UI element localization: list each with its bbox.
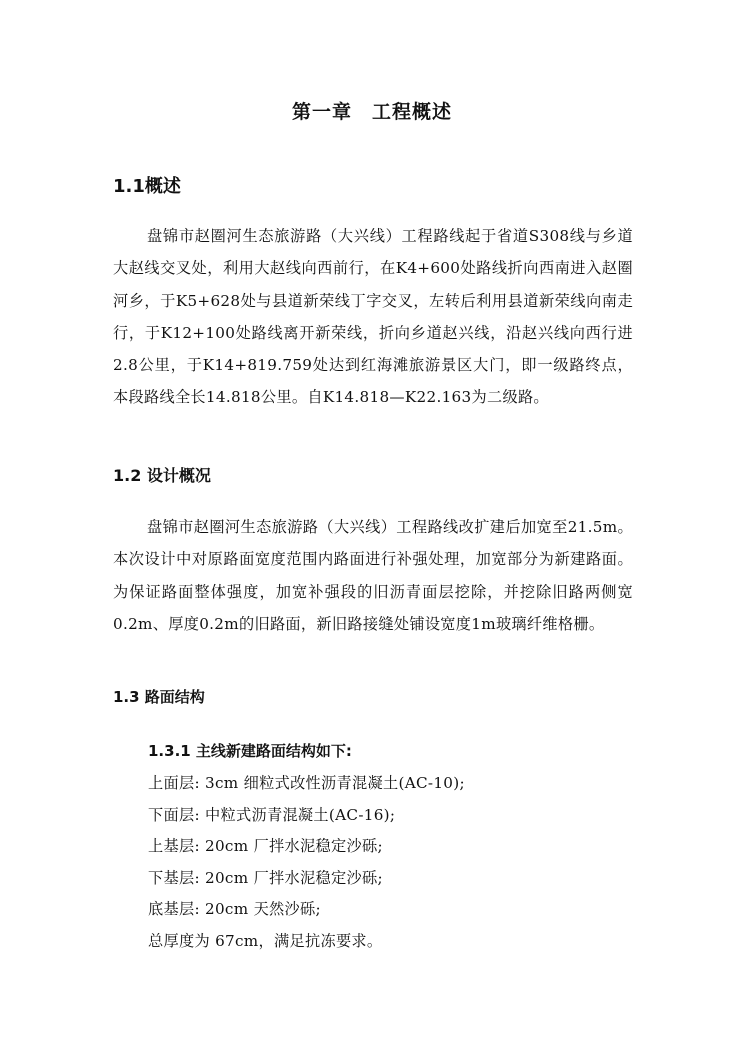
layer-item-total-thickness: 总厚度为 67cm，满足抗冻要求。: [148, 931, 383, 950]
subsection-heading-1-3-1: 1.3.1 主线新建路面结构如下:: [148, 742, 352, 760]
section-1-2-paragraph: 盘锦市赵圈河生态旅游路（大兴线）工程路线改扩建后加宽至21.5m。本次设计中对原路面宽度范围内路面进行补强处理，加宽部分为新建路面。为保证路面整体强度，加宽补强段的旧沥青面层挖除，并挖除旧路两侧宽0.2m、厚度0.2m的旧路面，新旧路接缝处铺设宽度1m玻璃纤维格栅。: [113, 518, 633, 633]
section-1-1-paragraph: 盘锦市赵圈河生态旅游路（大兴线）工程路线起于省道S308线与乡道大赵线交叉处，利用大赵线向西前行，在K4+600处路线折向西南进入赵圈河乡，于K5+628处与县道新荣线丁字交叉，左转后利用县道新荣线向南走行，于K12+100处路线离开新荣线，折向乡道赵兴线，沿赵兴线向西行进2.8公里，于K14+819.759处达到红海滩旅游景区大门，即一级路终点，本段路线全长14.818公里。自K14.818—K22.163为二级路。: [113, 227, 633, 407]
section-heading-1-1: 1.1概述: [113, 176, 181, 197]
layer-item-upper-surface: 上面层: 3cm 细粒式改性沥青混凝土(AC-10);: [148, 774, 465, 792]
section-heading-1-3: 1.3 路面结构: [113, 688, 205, 706]
pavement-layer-list: [148, 768, 465, 957]
layer-item-upper-base: 上基层: 20cm 厂拌水泥稳定沙砾;: [148, 837, 383, 855]
layer-item-subbase: 底基层: 20cm 天然沙砾;: [148, 900, 321, 918]
chapter-title: 第一章 工程概述: [291, 101, 452, 123]
section-heading-1-2: 1.2 设计概况: [113, 466, 211, 485]
layer-item-lower-base: 下基层: 20cm 厂拌水泥稳定沙砾;: [148, 868, 383, 887]
layer-item-lower-surface: 下面层: 中粒式沥青混凝土(AC-16);: [148, 805, 396, 824]
